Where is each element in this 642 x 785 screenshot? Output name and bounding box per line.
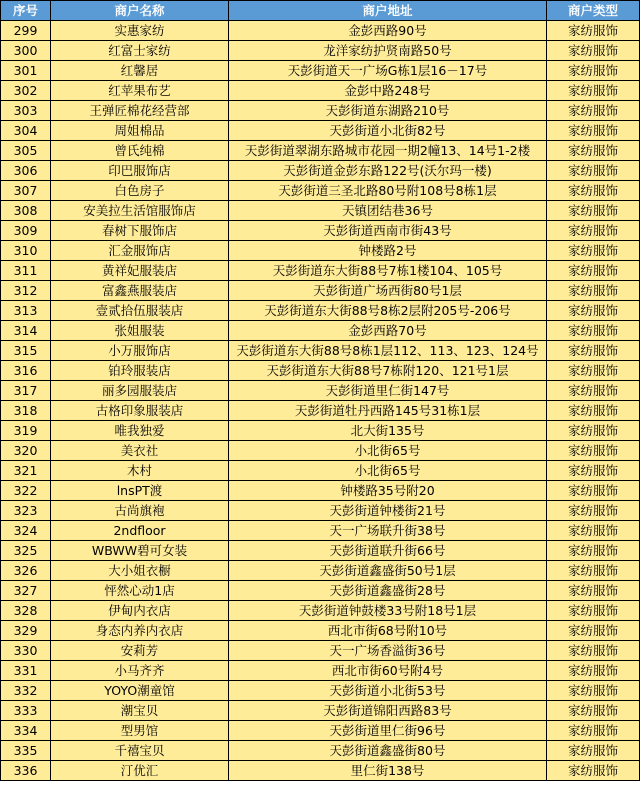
cell-merchant-type[interactable]: 家纺服饰 <box>547 161 640 181</box>
cell-merchant-address[interactable]: 金彭西路90号 <box>229 21 547 41</box>
table-row <box>1 201 640 221</box>
cell-merchant-name[interactable]: 富鑫燕服装店 <box>51 281 229 301</box>
cell-index[interactable]: 306 <box>1 161 51 181</box>
cell-index[interactable]: 322 <box>1 481 51 501</box>
cell-merchant-name[interactable]: 千禧宝贝 <box>51 741 229 761</box>
cell-merchant-type[interactable]: 家纺服饰 <box>547 301 640 321</box>
cell-merchant-address[interactable]: 金彭西路70号 <box>229 321 547 341</box>
cell-merchant-type[interactable]: 家纺服饰 <box>547 241 640 261</box>
cell-index[interactable]: 328 <box>1 601 51 621</box>
cell-merchant-address[interactable]: 钟楼路35号附20 <box>229 481 547 501</box>
table-row <box>1 281 640 301</box>
cell-merchant-name[interactable]: 小万服饰店 <box>51 341 229 361</box>
cell-merchant-name[interactable]: 印巴服饰店 <box>51 161 229 181</box>
cell-index[interactable]: 323 <box>1 501 51 521</box>
cell-merchant-address[interactable]: 天彭街道东大街88号8栋2层附205号-206号 <box>229 301 547 321</box>
cell-merchant-name[interactable]: 壹贰拾伍服装店 <box>51 301 229 321</box>
cell-merchant-type[interactable]: 家纺服饰 <box>547 521 640 541</box>
cell-merchant-address[interactable]: 天彭街道东大街88号7栋附120、121号1层 <box>229 361 547 381</box>
cell-index[interactable]: 324 <box>1 521 51 541</box>
cell-merchant-name[interactable]: 铂玲服装店 <box>51 361 229 381</box>
cell-merchant-name[interactable]: 红富士家纺 <box>51 41 229 61</box>
cell-index[interactable]: 300 <box>1 41 51 61</box>
cell-merchant-type[interactable]: 家纺服饰 <box>547 701 640 721</box>
cell-merchant-type[interactable]: 家纺服饰 <box>547 61 640 81</box>
cell-merchant-name[interactable]: 大小姐衣橱 <box>51 561 229 581</box>
cell-merchant-address[interactable]: 天彭街道天一广场G栋1层16－17号 <box>229 61 547 81</box>
table-row <box>1 601 640 621</box>
cell-merchant-address[interactable]: 天彭街道牡丹西路145号31栋1层 <box>229 401 547 421</box>
cell-merchant-type[interactable]: 家纺服饰 <box>547 321 640 341</box>
table-row <box>1 181 640 201</box>
cell-merchant-type[interactable]: 家纺服饰 <box>547 761 640 781</box>
table-row <box>1 621 640 641</box>
table-row <box>1 661 640 681</box>
cell-index[interactable]: 330 <box>1 641 51 661</box>
cell-index[interactable]: 327 <box>1 581 51 601</box>
cell-index[interactable]: 326 <box>1 561 51 581</box>
table-row <box>1 361 640 381</box>
table-row <box>1 681 640 701</box>
cell-merchant-name[interactable]: 怦然心动1店 <box>51 581 229 601</box>
table-row <box>1 341 640 361</box>
cell-merchant-type[interactable]: 家纺服饰 <box>547 221 640 241</box>
cell-merchant-type[interactable]: 家纺服饰 <box>547 721 640 741</box>
cell-merchant-type[interactable]: 家纺服饰 <box>547 201 640 221</box>
table-row <box>1 761 640 781</box>
cell-merchant-address[interactable]: 天彭街道东湖路210号 <box>229 101 547 121</box>
cell-index[interactable]: 331 <box>1 661 51 681</box>
table-row <box>1 701 640 721</box>
cell-merchant-address[interactable]: 龙洋家纺护贤南路50号 <box>229 41 547 61</box>
cell-merchant-type[interactable]: 家纺服饰 <box>547 381 640 401</box>
cell-merchant-name[interactable]: WBWW碧可女装 <box>51 541 229 561</box>
cell-merchant-address[interactable]: 天彭街道锦阳西路83号 <box>229 701 547 721</box>
cell-index[interactable]: 315 <box>1 341 51 361</box>
cell-merchant-address[interactable]: 天彭街道里仁街96号 <box>229 721 547 741</box>
table-row <box>1 741 640 761</box>
cell-merchant-name[interactable]: 美衣社 <box>51 441 229 461</box>
table-row <box>1 421 640 441</box>
cell-index[interactable]: 325 <box>1 541 51 561</box>
table-row <box>1 441 640 461</box>
cell-merchant-name[interactable]: YOYO潮童馆 <box>51 681 229 701</box>
table-row <box>1 401 640 421</box>
cell-merchant-address[interactable]: 小北街65号 <box>229 461 547 481</box>
table-row <box>1 81 640 101</box>
cell-merchant-address[interactable]: 天彭街道联升街66号 <box>229 541 547 561</box>
cell-merchant-type[interactable]: 家纺服饰 <box>547 441 640 461</box>
cell-merchant-name[interactable]: 红馨居 <box>51 61 229 81</box>
cell-merchant-type[interactable]: 家纺服饰 <box>547 481 640 501</box>
cell-index[interactable]: 313 <box>1 301 51 321</box>
cell-merchant-address[interactable]: 天彭街道西南市街43号 <box>229 221 547 241</box>
cell-merchant-address[interactable]: 西北市街68号附10号 <box>229 621 547 641</box>
header-index[interactable]: 序号 <box>1 1 51 21</box>
cell-merchant-type[interactable]: 家纺服饰 <box>547 581 640 601</box>
cell-index[interactable]: 317 <box>1 381 51 401</box>
table-row <box>1 41 640 61</box>
cell-merchant-type[interactable]: 家纺服饰 <box>547 181 640 201</box>
cell-merchant-type[interactable]: 家纺服饰 <box>547 81 640 101</box>
cell-merchant-address[interactable]: 天彭街道东大街88号7栋1楼104、105号 <box>229 261 547 281</box>
cell-index[interactable]: 336 <box>1 761 51 781</box>
cell-merchant-address[interactable]: 天彭街道鑫盛街28号 <box>229 581 547 601</box>
cell-merchant-address[interactable]: 钟楼路2号 <box>229 241 547 261</box>
table-row <box>1 261 640 281</box>
cell-merchant-name[interactable]: 古格印象服装店 <box>51 401 229 421</box>
cell-merchant-name[interactable]: 白色房子 <box>51 181 229 201</box>
table-row <box>1 161 640 181</box>
cell-merchant-address[interactable]: 天一广场联升街38号 <box>229 521 547 541</box>
table-row <box>1 521 640 541</box>
cell-merchant-name[interactable]: 潮宝贝 <box>51 701 229 721</box>
cell-merchant-type[interactable]: 家纺服饰 <box>547 501 640 521</box>
cell-merchant-type[interactable]: 家纺服饰 <box>547 341 640 361</box>
cell-index[interactable]: 319 <box>1 421 51 441</box>
cell-index[interactable]: 299 <box>1 21 51 41</box>
cell-merchant-address[interactable]: 天彭街道小北街82号 <box>229 121 547 141</box>
cell-merchant-address[interactable]: 小北街65号 <box>229 441 547 461</box>
cell-merchant-name[interactable]: 丽多园服装店 <box>51 381 229 401</box>
cell-merchant-name[interactable]: 安莉芳 <box>51 641 229 661</box>
cell-merchant-type[interactable]: 家纺服饰 <box>547 681 640 701</box>
header-merchant-address[interactable]: 商户地址 <box>229 1 547 21</box>
cell-merchant-name[interactable]: 黄祥妃服装店 <box>51 261 229 281</box>
cell-merchant-name[interactable]: 伊甸内衣店 <box>51 601 229 621</box>
header-merchant-type[interactable]: 商户类型 <box>547 1 640 21</box>
cell-merchant-type[interactable]: 家纺服饰 <box>547 561 640 581</box>
table-row <box>1 381 640 401</box>
cell-merchant-name[interactable]: 张姐服装 <box>51 321 229 341</box>
cell-merchant-address[interactable]: 西北市街60号附4号 <box>229 661 547 681</box>
cell-index[interactable]: 329 <box>1 621 51 641</box>
cell-merchant-name[interactable]: 红苹果布艺 <box>51 81 229 101</box>
cell-merchant-type[interactable]: 家纺服饰 <box>547 21 640 41</box>
table-row <box>1 561 640 581</box>
cell-index[interactable]: 321 <box>1 461 51 481</box>
table-row <box>1 481 640 501</box>
cell-merchant-name[interactable]: 周姐棉品 <box>51 121 229 141</box>
cell-merchant-address[interactable]: 天彭街道鑫盛街80号 <box>229 741 547 761</box>
table-row <box>1 101 640 121</box>
cell-merchant-address[interactable]: 金彭中路248号 <box>229 81 547 101</box>
table-row <box>1 641 640 661</box>
cell-merchant-type[interactable]: 家纺服饰 <box>547 401 640 421</box>
table-row <box>1 581 640 601</box>
header-merchant-name[interactable]: 商户名称 <box>51 1 229 21</box>
cell-merchant-type[interactable]: 家纺服饰 <box>547 121 640 141</box>
cell-merchant-address[interactable]: 天彭街道翠湖东路城市花园一期2幢13、14号1-2楼 <box>229 141 547 161</box>
table-row <box>1 541 640 561</box>
table-row <box>1 121 640 141</box>
cell-index[interactable]: 320 <box>1 441 51 461</box>
cell-merchant-address[interactable]: 天彭街道金彭东路122号(沃尔玛一楼) <box>229 161 547 181</box>
table-row <box>1 461 640 481</box>
cell-merchant-name[interactable]: 春树下服饰店 <box>51 221 229 241</box>
cell-index[interactable]: 309 <box>1 221 51 241</box>
table-row <box>1 301 640 321</box>
cell-index[interactable]: 318 <box>1 401 51 421</box>
cell-merchant-name[interactable]: 型男馆 <box>51 721 229 741</box>
cell-index[interactable]: 302 <box>1 81 51 101</box>
cell-merchant-address[interactable]: 天彭街道小北街53号 <box>229 681 547 701</box>
cell-index[interactable]: 314 <box>1 321 51 341</box>
cell-merchant-name[interactable]: 实惠家纺 <box>51 21 229 41</box>
table-row <box>1 21 640 41</box>
table-row <box>1 321 640 341</box>
cell-merchant-address[interactable]: 天彭街道鑫盛街50号1层 <box>229 561 547 581</box>
cell-merchant-name[interactable]: 古尚旗袍 <box>51 501 229 521</box>
cell-merchant-type[interactable]: 家纺服饰 <box>547 601 640 621</box>
cell-merchant-address[interactable]: 天彭街道广场西街80号1层 <box>229 281 547 301</box>
cell-merchant-name[interactable]: 汀优汇 <box>51 761 229 781</box>
cell-index[interactable]: 311 <box>1 261 51 281</box>
cell-merchant-name[interactable]: 木村 <box>51 461 229 481</box>
table-row <box>1 721 640 741</box>
cell-index[interactable]: 334 <box>1 721 51 741</box>
cell-merchant-address[interactable]: 天彭街道钟鼓楼33号附18号1层 <box>229 601 547 621</box>
cell-index[interactable]: 335 <box>1 741 51 761</box>
cell-merchant-type[interactable]: 家纺服饰 <box>547 621 640 641</box>
table-row <box>1 141 640 161</box>
cell-merchant-type[interactable]: 家纺服饰 <box>547 361 640 381</box>
cell-merchant-type[interactable]: 家纺服饰 <box>547 461 640 481</box>
cell-index[interactable]: 312 <box>1 281 51 301</box>
cell-merchant-address[interactable]: 天彭街道钟楼街21号 <box>229 501 547 521</box>
table-row <box>1 501 640 521</box>
cell-merchant-type[interactable]: 家纺服饰 <box>547 641 640 661</box>
cell-index[interactable]: 301 <box>1 61 51 81</box>
cell-merchant-address[interactable]: 天彭街道里仁街147号 <box>229 381 547 401</box>
cell-index[interactable]: 310 <box>1 241 51 261</box>
cell-merchant-address[interactable]: 天一广场香溢街36号 <box>229 641 547 661</box>
cell-index[interactable]: 316 <box>1 361 51 381</box>
cell-merchant-type[interactable]: 家纺服饰 <box>547 41 640 61</box>
cell-merchant-name[interactable]: 曾氏纯棉 <box>51 141 229 161</box>
cell-merchant-name[interactable]: 安美拉生活馆服饰店 <box>51 201 229 221</box>
cell-merchant-address[interactable]: 天彭街道东大街88号8栋1层112、113、123、124号 <box>229 341 547 361</box>
cell-merchant-name[interactable]: lnsPT渡 <box>51 481 229 501</box>
cell-merchant-name[interactable]: 身态内养内衣店 <box>51 621 229 641</box>
header-row <box>1 1 640 21</box>
cell-merchant-address[interactable]: 天彭街道三圣北路80号附108号8栋1层 <box>229 181 547 201</box>
cell-merchant-name[interactable]: 王弹匠棉花经营部 <box>51 101 229 121</box>
cell-index[interactable]: 333 <box>1 701 51 721</box>
cell-index[interactable]: 305 <box>1 141 51 161</box>
table-row <box>1 61 640 81</box>
cell-merchant-type[interactable]: 家纺服饰 <box>547 281 640 301</box>
cell-merchant-name[interactable]: 唯我独爱 <box>51 421 229 441</box>
cell-index[interactable]: 303 <box>1 101 51 121</box>
cell-index[interactable]: 307 <box>1 181 51 201</box>
cell-merchant-address[interactable]: 北大街135号 <box>229 421 547 441</box>
cell-merchant-name[interactable]: 2ndfloor <box>51 521 229 541</box>
cell-index[interactable]: 304 <box>1 121 51 141</box>
cell-merchant-address[interactable]: 里仁街138号 <box>229 761 547 781</box>
table-row <box>1 221 640 241</box>
cell-merchant-address[interactable]: 天镇团结巷36号 <box>229 201 547 221</box>
cell-index[interactable]: 332 <box>1 681 51 701</box>
cell-merchant-type[interactable]: 家纺服饰 <box>547 141 640 161</box>
cell-index[interactable]: 308 <box>1 201 51 221</box>
cell-merchant-type[interactable]: 家纺服饰 <box>547 541 640 561</box>
cell-merchant-name[interactable]: 汇金服饰店 <box>51 241 229 261</box>
table-row <box>1 241 640 261</box>
cell-merchant-type[interactable]: 家纺服饰 <box>547 261 640 281</box>
cell-merchant-type[interactable]: 家纺服饰 <box>547 661 640 681</box>
cell-merchant-type[interactable]: 家纺服饰 <box>547 421 640 441</box>
cell-merchant-name[interactable]: 小马齐齐 <box>51 661 229 681</box>
cell-merchant-type[interactable]: 家纺服饰 <box>547 741 640 761</box>
cell-merchant-type[interactable]: 家纺服饰 <box>547 101 640 121</box>
